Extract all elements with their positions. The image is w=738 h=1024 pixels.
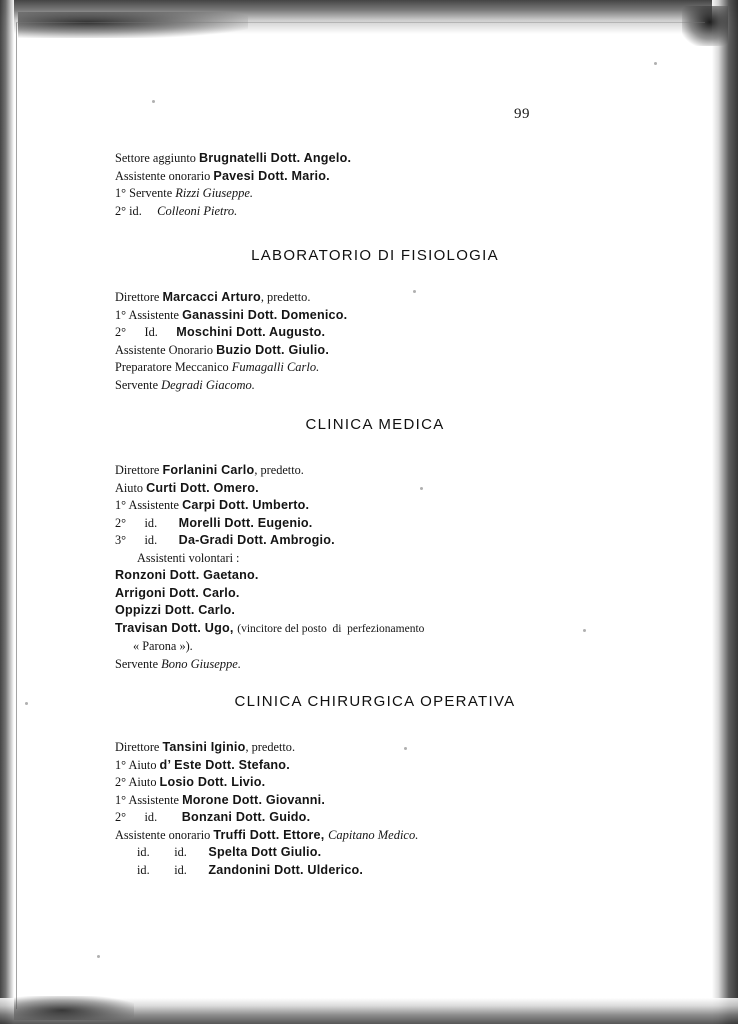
person-name: Carpi Dott. Umberto. (182, 498, 310, 512)
section-heading: CLINICA MEDICA (305, 416, 445, 433)
roster-line (115, 324, 635, 342)
person-name: Marcacci Arturo (162, 290, 261, 304)
entry-text: Direttore (115, 290, 163, 304)
person-name: Ganassini Dott. Domenico. (182, 307, 348, 322)
entry-text: 2° id. (115, 515, 179, 530)
roster-line (115, 497, 635, 515)
roster-line (115, 809, 635, 827)
entry-text: 3° id. (115, 533, 179, 547)
person-name: Losio Dott. Livio. (159, 775, 266, 789)
section-body (115, 289, 635, 394)
roster-line (115, 168, 635, 186)
roster-line (115, 567, 635, 585)
person-name: Pavesi Dott. Mario. (213, 168, 330, 183)
roster-line (115, 827, 635, 845)
roster-line (115, 150, 635, 168)
entry-text: Bono Giuseppe. (161, 656, 241, 671)
roster-line (115, 739, 635, 757)
entry-text: « Parona »). (133, 639, 193, 653)
roster-line (115, 307, 635, 325)
entry-text: id. id. (137, 862, 209, 877)
person-name: Curti Dott. Omero. (146, 480, 259, 495)
entry-text: , predetto. (260, 290, 311, 304)
roster-line (115, 377, 635, 395)
roster-line (115, 757, 635, 775)
entry-text: , predetto. (245, 740, 296, 754)
entry-text: Direttore (115, 463, 163, 477)
entry-text: Servente (115, 377, 162, 392)
person-name: Brugnatelli Dott. Angelo. (199, 151, 352, 165)
top-text-block (115, 150, 635, 220)
entry-text: 1° Assistente (115, 498, 183, 512)
roster-line (115, 656, 635, 674)
section-heading: CLINICA CHIRURGICA OPERATIVA (234, 693, 516, 710)
entry-text: 1° Servente (115, 186, 176, 200)
person-name: Zandonini Dott. Ulderico. (208, 862, 364, 877)
roster-line (115, 359, 635, 377)
roster-line (115, 342, 635, 360)
entry-text: Assistente onorario (115, 827, 214, 842)
roster-line (115, 480, 635, 498)
person-name: Moschini Dott. Augusto. (176, 325, 326, 339)
entry-text: 2° id. (115, 810, 182, 824)
person-name: Truffi Dott. Ettore, (213, 827, 329, 842)
entry-text: id. id. (137, 845, 209, 859)
entry-text: Fumagalli Carlo. (231, 360, 320, 374)
entry-text: Degradi Giacomo. (161, 377, 255, 392)
entry-text: Assistente Onorario (115, 342, 217, 357)
entry-text: Colleoni Pietro. (157, 203, 238, 218)
entry-text: Preparatore Meccanico (115, 360, 232, 374)
entry-text: , predetto. (254, 463, 304, 477)
roster-line (115, 515, 635, 533)
entry-text: 2° id. (115, 203, 158, 218)
roster-line (115, 185, 635, 203)
person-name: Tansini Iginio (162, 740, 246, 754)
person-name: Spelta Dott Giulio. (208, 845, 322, 859)
roster-line (115, 774, 635, 792)
page-number: 99 (514, 106, 530, 122)
entry-text: Aiuto (115, 480, 147, 495)
person-name: Morone Dott. Giovanni. (182, 792, 326, 807)
entry-text: 1° Assistente (115, 792, 183, 807)
entry-text: 1° Aiuto (115, 757, 160, 772)
section-body (115, 739, 635, 879)
roster-line (115, 862, 635, 880)
section-body (115, 462, 635, 673)
section-heading: LABORATORIO DI FISIOLOGIA (251, 247, 499, 264)
entry-text: Direttore (115, 740, 163, 754)
entry-text: Capitano Medico. (328, 827, 419, 842)
person-name: Bonzani Dott. Guido. (181, 810, 311, 824)
roster-line (115, 289, 635, 307)
entry-text: 2° Aiuto (115, 775, 160, 789)
entry-text: Rizzi Giuseppe. (175, 186, 254, 200)
person-name: d’ Este Dott. Stefano. (159, 757, 290, 772)
person-name: Travisan Dott. Ugo, (115, 620, 238, 635)
person-name: Morelli Dott. Eugenio. (178, 515, 313, 530)
roster-line (115, 532, 635, 550)
roster-line (115, 638, 635, 656)
roster-line (115, 462, 635, 480)
person-name: Ronzoni Dott. Gaetano. (115, 568, 259, 582)
roster-line (115, 203, 635, 221)
person-name: Buzio Dott. Giulio. (216, 342, 330, 357)
entry-text: Settore aggiunto (115, 151, 200, 165)
roster-line (115, 620, 635, 639)
person-name: Oppizzi Dott. Carlo. (115, 603, 236, 617)
person-name: Forlanini Carlo (162, 463, 255, 477)
entry-text: 2° Id. (115, 325, 177, 339)
roster-line (115, 792, 635, 810)
roster-line (115, 585, 635, 603)
person-name: Da-Gradi Dott. Ambrogio. (178, 533, 335, 547)
roster-line (115, 844, 635, 862)
person-name: Arrigoni Dott. Carlo. (115, 585, 240, 600)
entry-text: Servente (115, 656, 162, 671)
roster-line (115, 602, 635, 620)
entry-text: 1° Assistente (115, 307, 183, 322)
entry-text: Assistente onorario (115, 168, 214, 183)
roster-line (115, 550, 635, 568)
entry-text: Assistenti volontari : (137, 550, 240, 565)
entry-text: (vincitore del posto di perfezionamento (237, 622, 425, 635)
